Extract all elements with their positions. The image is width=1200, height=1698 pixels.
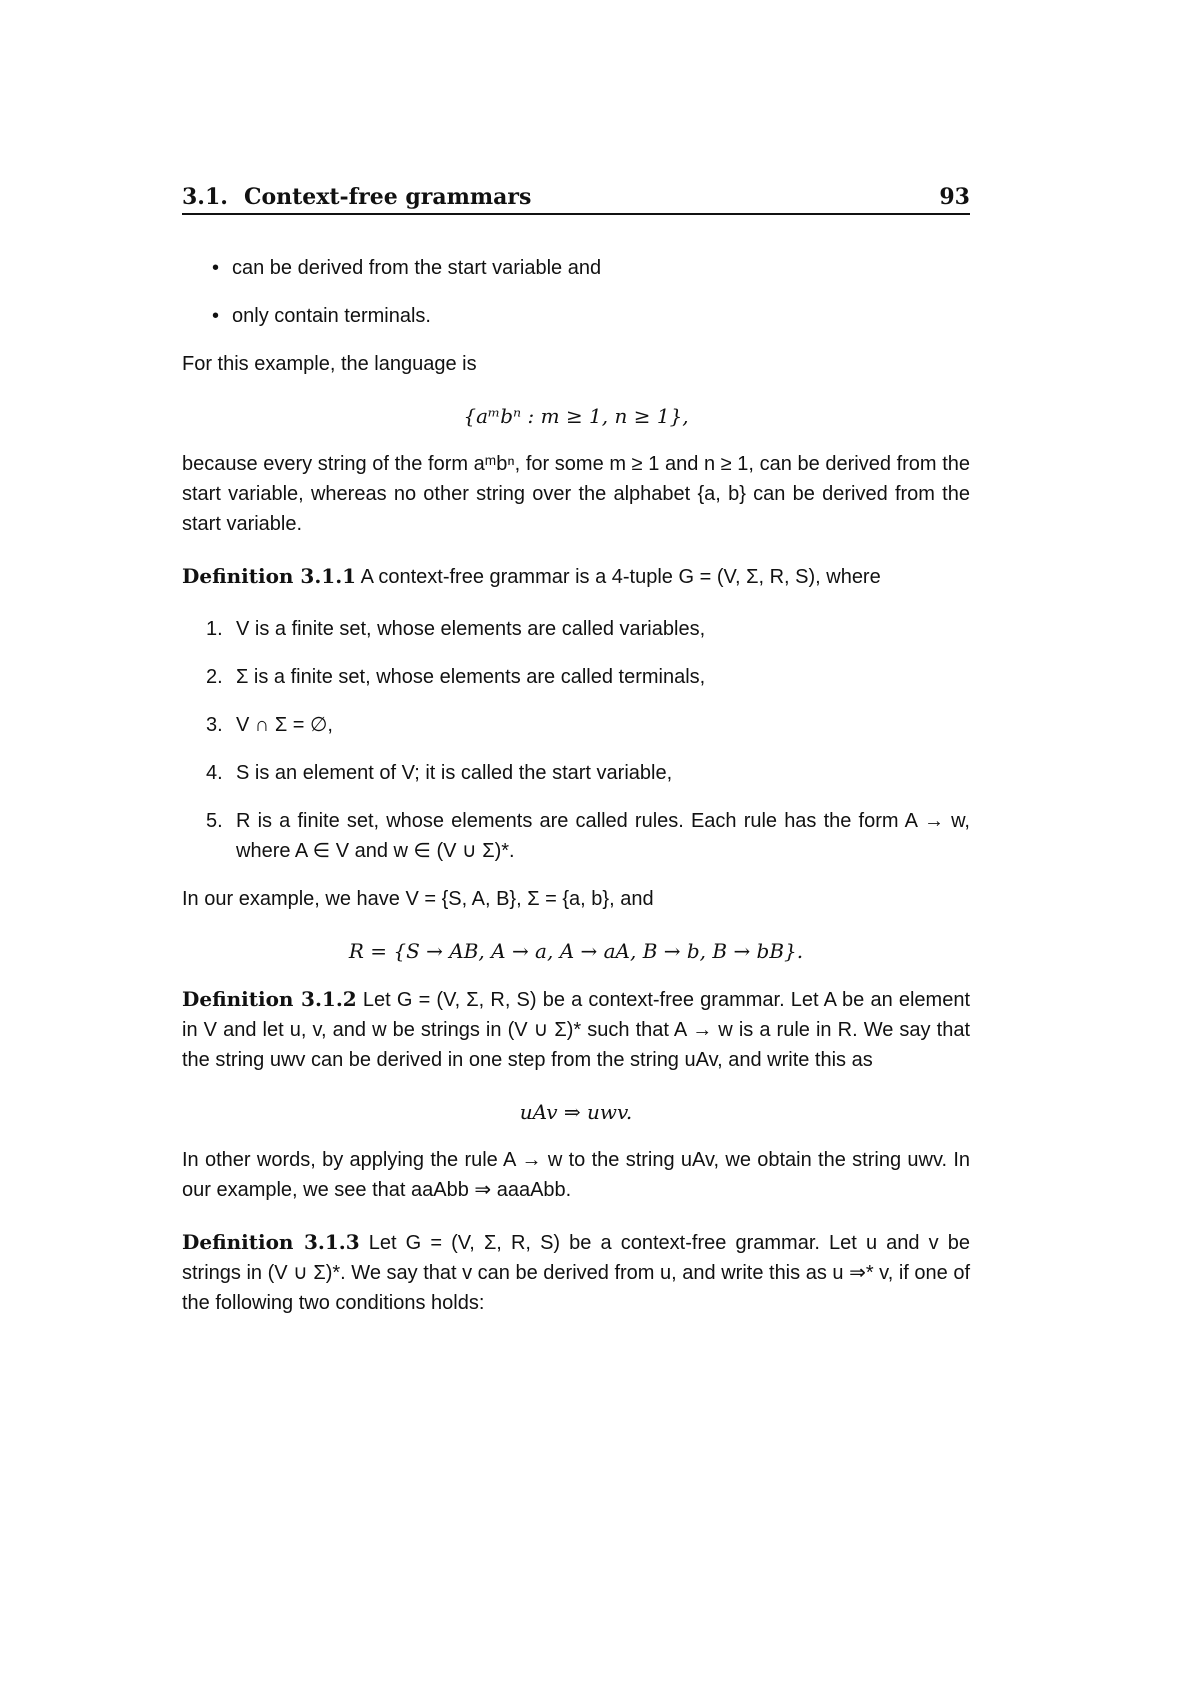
- definition-label: Definition 3.1.1: [182, 564, 357, 588]
- paragraph-language: For this example, the language is: [182, 353, 477, 375]
- list-text: R is a finite set, whose elements are called rules. Each rule has the form A → w, where A ∈ V and w ∈ (V ∪ Σ)*.: [236, 810, 970, 862]
- list-item: [206, 662, 970, 692]
- definition-text: A context-free grammar is a 4-tuple G = (V, Σ, R, S), where: [360, 566, 881, 588]
- section-heading: [182, 184, 531, 210]
- list-item: [206, 806, 970, 866]
- definition-label: Definition 3.1.2: [182, 987, 357, 1011]
- list-number: 5.: [206, 810, 223, 832]
- definition-3-1-1: [182, 561, 970, 592]
- list-number: 3.: [206, 714, 223, 736]
- section-number: 3.1.: [182, 184, 228, 210]
- definition-3-1-2: [182, 984, 970, 1075]
- bullet-icon: •: [212, 305, 220, 327]
- page-number: 93: [939, 184, 970, 210]
- display-equation-rules: R = {S → AB, A → a, A → aA, B → b, B → bB}.: [348, 939, 804, 963]
- list-item: [206, 710, 970, 740]
- list-text: V ∩ Σ = ∅,: [236, 714, 333, 736]
- document-page: [182, 0, 970, 1698]
- definition-text: Let G = (V, Σ, R, S) be a context-free grammar. Let u and v be strings in (V ∪ Σ)*. We say that v can be derived from u, and write this as u ⇒* v, if one of the following two conditions holds:: [182, 1232, 970, 1314]
- list-text: S is an element of V; it is called the start variable,: [236, 762, 673, 784]
- display-equation-language: {aᵐbⁿ : m ≥ 1, n ≥ 1},: [463, 404, 689, 428]
- paragraph-because: because every string of the form aᵐbⁿ, for some m ≥ 1 and n ≥ 1, can be derived from the start variable, whereas no other string over the alphabet {a, b} can be derived from the start variable.: [182, 453, 970, 535]
- bullet-text: can be derived from the start variable and: [232, 257, 602, 279]
- list-number: 4.: [206, 762, 223, 784]
- definition-text: Let G = (V, Σ, R, S) be a context-free grammar. Let A be an element in V and let u, v, and w be strings in (V ∪ Σ)* such that A → w is a rule in R. We say that the string uwv can be derived in one step from the string uAv, and write this as: [182, 989, 971, 1071]
- bullet-item: [212, 301, 970, 331]
- display-equation-derivation: uAv ⇒ uwv.: [519, 1100, 633, 1124]
- bullet-icon: •: [212, 257, 220, 279]
- section-title: Context-free grammars: [243, 184, 532, 210]
- list-text: V is a finite set, whose elements are called variables,: [236, 618, 706, 640]
- running-header: [182, 184, 970, 210]
- definition-3-1-3: [182, 1227, 970, 1318]
- list-item: [206, 758, 970, 788]
- list-number: 2.: [206, 666, 223, 688]
- list-number: 1.: [206, 618, 223, 640]
- list-text: Σ is a finite set, whose elements are called terminals,: [236, 666, 706, 688]
- page-body: [182, 253, 970, 1340]
- paragraph-example: In our example, we have V = {S, A, B}, Σ = {a, b}, and: [182, 888, 654, 910]
- paragraph-other-words: In other words, by applying the rule A → w to the string uAv, we obtain the string uwv. In our example, we see that aaAbb ⇒ aaaAbb.: [182, 1149, 970, 1201]
- header-rule: [182, 213, 970, 215]
- definition-label: Definition 3.1.3: [182, 1230, 360, 1254]
- list-item: [206, 614, 970, 644]
- bullet-item: [212, 253, 970, 283]
- bullet-text: only contain terminals.: [232, 305, 431, 327]
